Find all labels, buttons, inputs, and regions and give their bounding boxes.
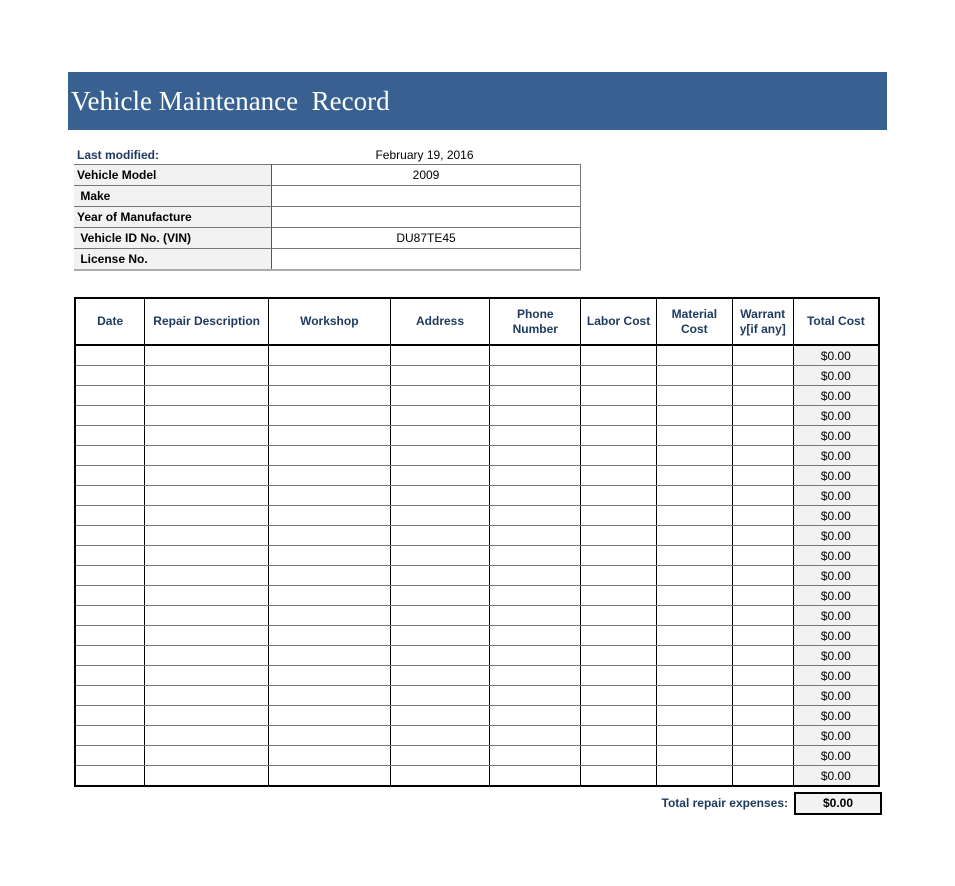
cell-workshop[interactable] <box>268 366 390 386</box>
cell-workshop[interactable] <box>268 706 390 726</box>
cell-address[interactable] <box>390 726 490 746</box>
table-row <box>75 586 879 606</box>
cell-total-cost: $0.00 <box>793 526 879 546</box>
info-label: Make <box>74 186 272 207</box>
cell-labor-cost[interactable] <box>581 646 657 666</box>
header-workshop: Workshop <box>268 298 390 345</box>
cell-labor-cost[interactable] <box>581 366 657 386</box>
cell-repair-description[interactable] <box>145 366 269 386</box>
header-repair-description: Repair Description <box>145 298 269 345</box>
cell-phone-number[interactable] <box>490 526 581 546</box>
cell-date[interactable] <box>75 426 145 446</box>
cell-total-cost: $0.00 <box>793 366 879 386</box>
cell-address[interactable] <box>390 666 490 686</box>
cell-workshop[interactable] <box>268 626 390 646</box>
info-row-model <box>74 165 581 186</box>
cell-total-cost: $0.00 <box>793 686 879 706</box>
cell-workshop[interactable] <box>268 686 390 706</box>
cell-phone-number[interactable] <box>490 426 581 446</box>
cell-workshop[interactable] <box>268 345 390 366</box>
info-value[interactable]: DU87TE45 <box>272 228 581 249</box>
cell-address[interactable] <box>390 486 490 506</box>
cell-material-cost[interactable] <box>656 686 732 706</box>
cell-repair-description[interactable] <box>145 406 269 426</box>
cell-workshop[interactable] <box>268 426 390 446</box>
cell-total-cost: $0.00 <box>793 466 879 486</box>
cell-address[interactable] <box>390 386 490 406</box>
cell-date[interactable] <box>75 686 145 706</box>
cell-material-cost[interactable] <box>656 626 732 646</box>
cell-labor-cost[interactable] <box>581 426 657 446</box>
cell-material-cost[interactable] <box>656 486 732 506</box>
info-row-make <box>74 186 581 207</box>
cell-address[interactable] <box>390 406 490 426</box>
cell-workshop[interactable] <box>268 486 390 506</box>
cell-material-cost[interactable] <box>656 446 732 466</box>
total-expenses-value: $0.00 <box>794 792 882 815</box>
cell-material-cost[interactable] <box>656 366 732 386</box>
cell-labor-cost[interactable] <box>581 726 657 746</box>
cell-phone-number[interactable] <box>490 726 581 746</box>
cell-repair-description[interactable] <box>145 566 269 586</box>
cell-date[interactable] <box>75 566 145 586</box>
cell-phone-number[interactable] <box>490 345 581 366</box>
cell-workshop[interactable] <box>268 386 390 406</box>
cell-labor-cost[interactable] <box>581 526 657 546</box>
cell-workshop[interactable] <box>268 766 390 787</box>
cell-material-cost[interactable] <box>656 546 732 566</box>
table-row <box>75 506 879 526</box>
cell-warranty[interactable] <box>732 446 793 466</box>
cell-phone-number[interactable] <box>490 706 581 726</box>
cell-warranty[interactable] <box>732 766 793 787</box>
cell-labor-cost[interactable] <box>581 466 657 486</box>
cell-total-cost: $0.00 <box>793 566 879 586</box>
cell-total-cost: $0.00 <box>793 766 879 787</box>
cell-labor-cost[interactable] <box>581 345 657 366</box>
info-row-year <box>74 207 581 228</box>
header-material-cost: Material Cost <box>656 298 732 345</box>
info-row-license <box>74 249 581 271</box>
cell-workshop[interactable] <box>268 746 390 766</box>
log-body <box>75 345 879 786</box>
cell-date[interactable] <box>75 406 145 426</box>
cell-total-cost: $0.00 <box>793 646 879 666</box>
table-row <box>75 466 879 486</box>
cell-warranty[interactable] <box>732 666 793 686</box>
table-row <box>75 345 879 366</box>
info-label: Vehicle Model <box>74 165 272 186</box>
table-row <box>75 766 879 787</box>
info-value[interactable] <box>272 249 581 271</box>
cell-address[interactable] <box>390 426 490 446</box>
header-address: Address <box>390 298 490 345</box>
cell-phone-number[interactable] <box>490 546 581 566</box>
info-label: License No. <box>74 249 272 271</box>
cell-workshop[interactable] <box>268 466 390 486</box>
cell-repair-description[interactable] <box>145 486 269 506</box>
cell-date[interactable] <box>75 586 145 606</box>
cell-phone-number[interactable] <box>490 586 581 606</box>
header-phone-number: Phone Number <box>490 298 581 345</box>
header-total-cost: Total Cost <box>793 298 879 345</box>
cell-material-cost[interactable] <box>656 566 732 586</box>
info-label: Year of Manufacture <box>74 207 272 228</box>
cell-repair-description[interactable] <box>145 686 269 706</box>
cell-date[interactable] <box>75 366 145 386</box>
cell-total-cost: $0.00 <box>793 726 879 746</box>
cell-phone-number[interactable] <box>490 686 581 706</box>
cell-repair-description[interactable] <box>145 506 269 526</box>
cell-material-cost[interactable] <box>656 526 732 546</box>
cell-repair-description[interactable] <box>145 446 269 466</box>
cell-address[interactable] <box>390 686 490 706</box>
cell-total-cost: $0.00 <box>793 626 879 646</box>
cell-repair-description[interactable] <box>145 426 269 446</box>
cell-total-cost: $0.00 <box>793 506 879 526</box>
cell-labor-cost[interactable] <box>581 546 657 566</box>
cell-address[interactable] <box>390 366 490 386</box>
cell-warranty[interactable] <box>732 566 793 586</box>
cell-date[interactable] <box>75 486 145 506</box>
cell-total-cost: $0.00 <box>793 606 879 626</box>
cell-date[interactable] <box>75 626 145 646</box>
cell-warranty[interactable] <box>732 526 793 546</box>
cell-total-cost: $0.00 <box>793 446 879 466</box>
table-row <box>75 666 879 686</box>
table-row <box>75 566 879 586</box>
cell-address[interactable] <box>390 706 490 726</box>
cell-date[interactable] <box>75 386 145 406</box>
cell-address[interactable] <box>390 646 490 666</box>
info-value[interactable] <box>272 186 581 207</box>
cell-phone-number[interactable] <box>490 506 581 526</box>
cell-labor-cost[interactable] <box>581 706 657 726</box>
cell-repair-description[interactable] <box>145 646 269 666</box>
cell-repair-description[interactable] <box>145 466 269 486</box>
cell-phone-number[interactable] <box>490 626 581 646</box>
cell-workshop[interactable] <box>268 506 390 526</box>
cell-total-cost: $0.00 <box>793 406 879 426</box>
cell-date[interactable] <box>75 766 145 787</box>
cell-warranty[interactable] <box>732 546 793 566</box>
info-row-vin <box>74 228 581 249</box>
page-title: Vehicle Maintenance Record <box>71 86 390 116</box>
cell-repair-description[interactable] <box>145 666 269 686</box>
cell-address[interactable] <box>390 546 490 566</box>
cell-workshop[interactable] <box>268 526 390 546</box>
cell-warranty[interactable] <box>732 345 793 366</box>
cell-phone-number[interactable] <box>490 646 581 666</box>
table-row <box>75 606 879 626</box>
cell-phone-number[interactable] <box>490 386 581 406</box>
info-value[interactable]: 2009 <box>272 165 581 186</box>
cell-date[interactable] <box>75 345 145 366</box>
cell-date[interactable] <box>75 526 145 546</box>
table-row <box>75 626 879 646</box>
table-row <box>75 746 879 766</box>
last-modified-label: Last modified: <box>77 148 160 162</box>
table-row <box>75 726 879 746</box>
cell-total-cost: $0.00 <box>793 666 879 686</box>
cell-phone-number[interactable] <box>490 446 581 466</box>
last-modified-value[interactable]: February 19, 2016 <box>375 148 474 162</box>
cell-date[interactable] <box>75 706 145 726</box>
title-banner <box>68 72 887 130</box>
cell-total-cost: $0.00 <box>793 386 879 406</box>
table-row <box>75 526 879 546</box>
cell-labor-cost[interactable] <box>581 566 657 586</box>
cell-address[interactable] <box>390 586 490 606</box>
cell-repair-description[interactable] <box>145 706 269 726</box>
cell-labor-cost[interactable] <box>581 626 657 646</box>
cell-phone-number[interactable] <box>490 566 581 586</box>
cell-repair-description[interactable] <box>145 626 269 646</box>
cell-phone-number[interactable] <box>490 466 581 486</box>
cell-total-cost: $0.00 <box>793 486 879 506</box>
table-row <box>75 706 879 726</box>
cell-labor-cost[interactable] <box>581 686 657 706</box>
header-date: Date <box>75 298 145 345</box>
cell-labor-cost[interactable] <box>581 606 657 626</box>
cell-material-cost[interactable] <box>656 386 732 406</box>
cell-phone-number[interactable] <box>490 766 581 787</box>
cell-address[interactable] <box>390 766 490 787</box>
maintenance-log-table <box>74 297 880 787</box>
cell-workshop[interactable] <box>268 666 390 686</box>
cell-repair-description[interactable] <box>145 586 269 606</box>
cell-warranty[interactable] <box>732 366 793 386</box>
cell-warranty[interactable] <box>732 486 793 506</box>
cell-date[interactable] <box>75 666 145 686</box>
cell-material-cost[interactable] <box>656 746 732 766</box>
cell-address[interactable] <box>390 506 490 526</box>
cell-phone-number[interactable] <box>490 606 581 626</box>
cell-material-cost[interactable] <box>656 706 732 726</box>
table-row <box>75 406 879 426</box>
log-header-row <box>75 298 879 345</box>
cell-total-cost: $0.00 <box>793 706 879 726</box>
cell-date[interactable] <box>75 506 145 526</box>
cell-repair-description[interactable] <box>145 606 269 626</box>
cell-date[interactable] <box>75 446 145 466</box>
cell-date[interactable] <box>75 646 145 666</box>
cell-address[interactable] <box>390 606 490 626</box>
cell-workshop[interactable] <box>268 446 390 466</box>
cell-address[interactable] <box>390 746 490 766</box>
cell-date[interactable] <box>75 726 145 746</box>
cell-date[interactable] <box>75 746 145 766</box>
cell-phone-number[interactable] <box>490 366 581 386</box>
table-row <box>75 426 879 446</box>
info-label: Vehicle ID No. (VIN) <box>74 228 272 249</box>
cell-repair-description[interactable] <box>145 386 269 406</box>
cell-warranty[interactable] <box>732 626 793 646</box>
cell-address[interactable] <box>390 526 490 546</box>
cell-repair-description[interactable] <box>145 726 269 746</box>
cell-warranty[interactable] <box>732 686 793 706</box>
table-row <box>75 686 879 706</box>
cell-repair-description[interactable] <box>145 766 269 787</box>
cell-phone-number[interactable] <box>490 486 581 506</box>
cell-labor-cost[interactable] <box>581 746 657 766</box>
cell-warranty[interactable] <box>732 586 793 606</box>
cell-warranty[interactable] <box>732 746 793 766</box>
table-row <box>75 546 879 566</box>
cell-workshop[interactable] <box>268 566 390 586</box>
cell-repair-description[interactable] <box>145 526 269 546</box>
cell-workshop[interactable] <box>268 606 390 626</box>
cell-labor-cost[interactable] <box>581 446 657 466</box>
cell-total-cost: $0.00 <box>793 586 879 606</box>
cell-address[interactable] <box>390 345 490 366</box>
table-row <box>75 366 879 386</box>
cell-total-cost: $0.00 <box>793 426 879 446</box>
cell-warranty[interactable] <box>732 606 793 626</box>
cell-date[interactable] <box>75 466 145 486</box>
cell-material-cost[interactable] <box>656 406 732 426</box>
cell-warranty[interactable] <box>732 506 793 526</box>
cell-labor-cost[interactable] <box>581 406 657 426</box>
cell-repair-description[interactable] <box>145 546 269 566</box>
cell-material-cost[interactable] <box>656 726 732 746</box>
cell-labor-cost[interactable] <box>581 586 657 606</box>
cell-total-cost: $0.00 <box>793 746 879 766</box>
cell-warranty[interactable] <box>732 646 793 666</box>
header-warranty: Warrant y[if any] <box>732 298 793 345</box>
cell-material-cost[interactable] <box>656 506 732 526</box>
cell-date[interactable] <box>75 546 145 566</box>
cell-address[interactable] <box>390 626 490 646</box>
cell-material-cost[interactable] <box>656 666 732 686</box>
vehicle-info-table <box>74 164 581 271</box>
table-row <box>75 646 879 666</box>
cell-material-cost[interactable] <box>656 426 732 446</box>
cell-phone-number[interactable] <box>490 666 581 686</box>
cell-labor-cost[interactable] <box>581 666 657 686</box>
cell-phone-number[interactable] <box>490 746 581 766</box>
cell-total-cost: $0.00 <box>793 546 879 566</box>
cell-warranty[interactable] <box>732 406 793 426</box>
cell-repair-description[interactable] <box>145 746 269 766</box>
cell-material-cost[interactable] <box>656 466 732 486</box>
cell-warranty[interactable] <box>732 426 793 446</box>
cell-material-cost[interactable] <box>656 766 732 787</box>
cell-warranty[interactable] <box>732 466 793 486</box>
info-value[interactable] <box>272 207 581 228</box>
cell-workshop[interactable] <box>268 406 390 426</box>
cell-warranty[interactable] <box>732 706 793 726</box>
cell-material-cost[interactable] <box>656 646 732 666</box>
cell-total-cost: $0.00 <box>793 345 879 366</box>
cell-labor-cost[interactable] <box>581 506 657 526</box>
cell-warranty[interactable] <box>732 726 793 746</box>
total-expenses-label: Total repair expenses: <box>661 796 788 810</box>
cell-material-cost[interactable] <box>656 345 732 366</box>
cell-material-cost[interactable] <box>656 586 732 606</box>
cell-date[interactable] <box>75 606 145 626</box>
cell-phone-number[interactable] <box>490 406 581 426</box>
header-labor-cost: Labor Cost <box>581 298 657 345</box>
table-row <box>75 386 879 406</box>
cell-labor-cost[interactable] <box>581 486 657 506</box>
cell-material-cost[interactable] <box>656 606 732 626</box>
cell-address[interactable] <box>390 446 490 466</box>
cell-workshop[interactable] <box>268 726 390 746</box>
cell-repair-description[interactable] <box>145 345 269 366</box>
cell-labor-cost[interactable] <box>581 386 657 406</box>
cell-workshop[interactable] <box>268 646 390 666</box>
cell-workshop[interactable] <box>268 586 390 606</box>
table-row <box>75 486 879 506</box>
table-row <box>75 446 879 466</box>
cell-labor-cost[interactable] <box>581 766 657 787</box>
cell-workshop[interactable] <box>268 546 390 566</box>
cell-address[interactable] <box>390 566 490 586</box>
cell-warranty[interactable] <box>732 386 793 406</box>
cell-address[interactable] <box>390 466 490 486</box>
